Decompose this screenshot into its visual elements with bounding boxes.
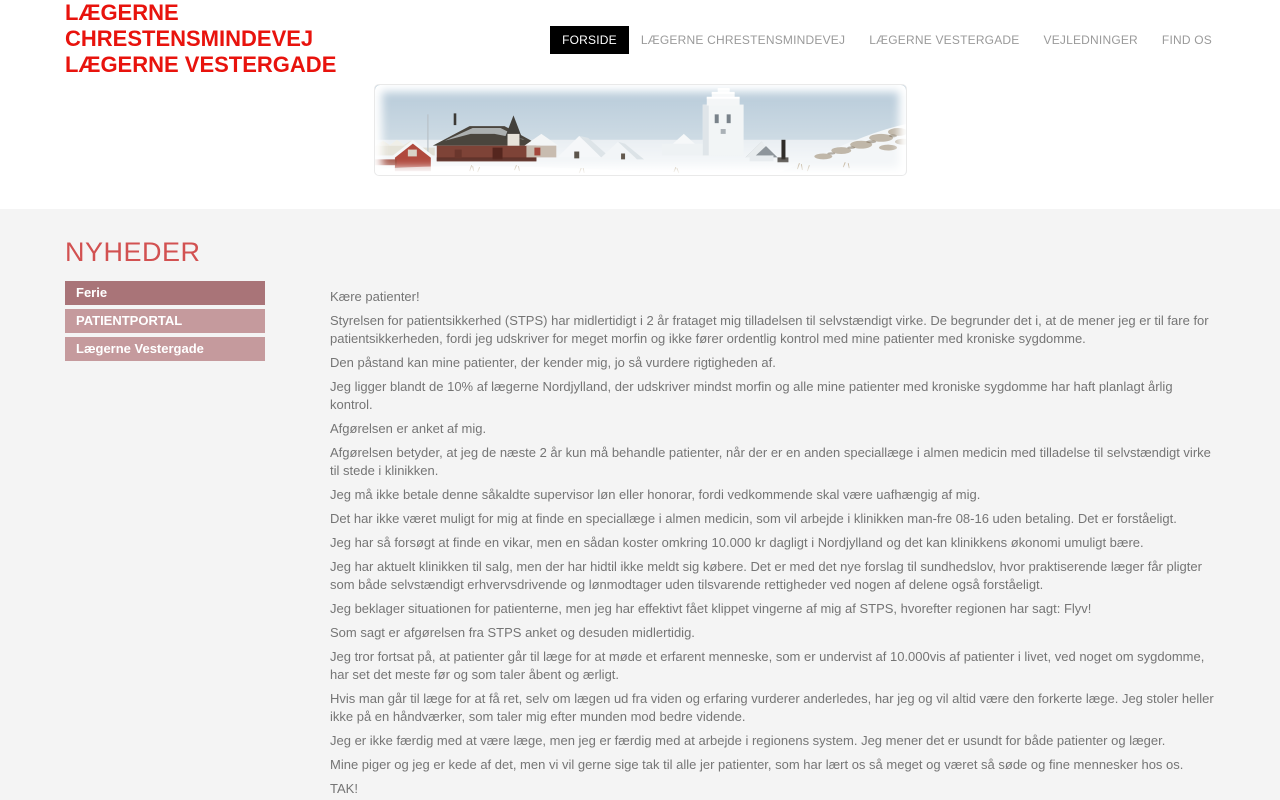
main-content	[0, 209, 1280, 800]
nav-link[interactable]: LÆGERNE CHRESTENSMINDEVEJ	[640, 33, 846, 47]
article-paragraph: Jeg tror fortsat på, at patienter går til læge for at møde et erfarent menneske, som er undervist af 10.000vis af patienter i livet, ved noget om sygdomme, har set det meste før og som taler åbent og ærligt.	[330, 649, 1205, 682]
sidebar-link[interactable]: Ferie	[65, 281, 265, 305]
news-article	[330, 281, 1214, 800]
news-sidebar	[65, 281, 265, 365]
article-paragraph: Afgørelsen betyder, at jeg de næste 2 år kun må behandle patienter, når der er en anden speciallæge i almen medicin med tilladelse til selvstændigt virke til stede i klinikken.	[330, 445, 1211, 478]
article-paragraph: Kære patienter!	[330, 289, 420, 304]
content-columns	[0, 281, 1280, 800]
header-photo	[374, 84, 907, 176]
winter-village-photo-icon	[375, 85, 906, 175]
article-paragraph: Jeg har aktuelt klinikken til salg, men der har hidtil ikke meldt sig købere. Det er med det nye forslag til sundhedslov, hvor praktiserende læger får pligter som både selvstændigt erhvervsdrivende og lønmodtager uden tilsvarende rettigheder ved nogen af delene også forståeligt.	[330, 559, 1202, 592]
logo-line-2: CHRESTENSMINDEVEJ	[65, 26, 314, 51]
article-paragraph: Jeg er ikke færdig med at være læge, men jeg er færdig med at arbejde i regionens system. Jeg mener det er usundt for både patienter og læger.	[330, 733, 1166, 748]
article-paragraph: Som sagt er afgørelsen fra STPS anket og desuden midlertidig.	[330, 625, 695, 640]
logo-line-1: LÆGERNE	[65, 0, 179, 25]
nav-link[interactable]: VEJLEDNINGER	[1043, 33, 1138, 47]
nav-link[interactable]: LÆGERNE VESTERGADE	[869, 33, 1020, 47]
site-header	[0, 0, 1280, 209]
article-paragraph: Styrelsen for patientsikkerhed (STPS) har midlertidigt i 2 år frataget mig tilladelsen til selvstændigt virke. De begrunder det i, at de mener jeg er til fare for patientsikkerheden, fordi jeg udskriver for meget morfin og ikke fører ordentlig kontrol med mine patienter med kroniske sygdomme.	[330, 313, 1209, 346]
site-logo[interactable]	[65, 0, 336, 78]
article-paragraph: Den påstand kan mine patienter, der kender mig, jo så vurdere rigtigheden af.	[330, 355, 776, 370]
nav-link[interactable]: FIND OS	[1161, 33, 1212, 47]
logo-line-3: LÆGERNE VESTERGADE	[65, 52, 337, 77]
article-paragraph: Det har ikke været muligt for mig at finde en speciallæge i almen medicin, som vil arbejde i klinikken man-fre 08-16 uden betaling. Det er forståeligt.	[330, 511, 1177, 526]
article-paragraph: Jeg har så forsøgt at finde en vikar, men en sådan koster omkring 10.000 kr dagligt i Nordjylland og det kan klinikkens økonomi umuligt bære.	[330, 535, 1144, 550]
article-paragraph: TAK!	[330, 781, 358, 796]
church-tower	[703, 88, 744, 156]
main-nav	[550, 26, 1224, 54]
article-paragraph: Afgørelsen er anket af mig.	[330, 421, 487, 436]
nav-link[interactable]: FORSIDE	[550, 26, 629, 54]
article-paragraph: Mine piger og jeg er kede af det, men vi vil gerne sige tak til alle jer patienter, som har lært os så meget og været så søde og fine mennesker hos os.	[330, 757, 1184, 772]
article-paragraph: Jeg beklager situationen for patienterne, men jeg har effektivt fået klippet vingerne af mig af STPS, hvorefter regionen har sagt: Flyv!	[330, 601, 1092, 616]
sidebar-link[interactable]: PATIENTPORTAL	[65, 309, 265, 333]
article-paragraph: Hvis man går til læge for at få ret, selv om lægen ud fra viden og erfaring vurderer anderledes, har jeg og vil altid være den forkerte læge. Jeg stoler heller ikke på en håndværker, som taler mig efter munden mod bedre vidende.	[330, 691, 1214, 724]
page-title: NYHEDER	[65, 237, 201, 267]
sidebar-link[interactable]: Lægerne Vestergade	[65, 337, 265, 361]
article-paragraph: Jeg ligger blandt de 10% af lægerne Nordjylland, der udskriver mindst morfin og alle mine patienter med kroniske sygdomme har haft planlagt årlig kontrol.	[330, 379, 1173, 412]
article-paragraph: Jeg må ikke betale denne såkaldte supervisor løn eller honorar, fordi vedkommende skal være uafhængig af mig.	[330, 487, 981, 502]
